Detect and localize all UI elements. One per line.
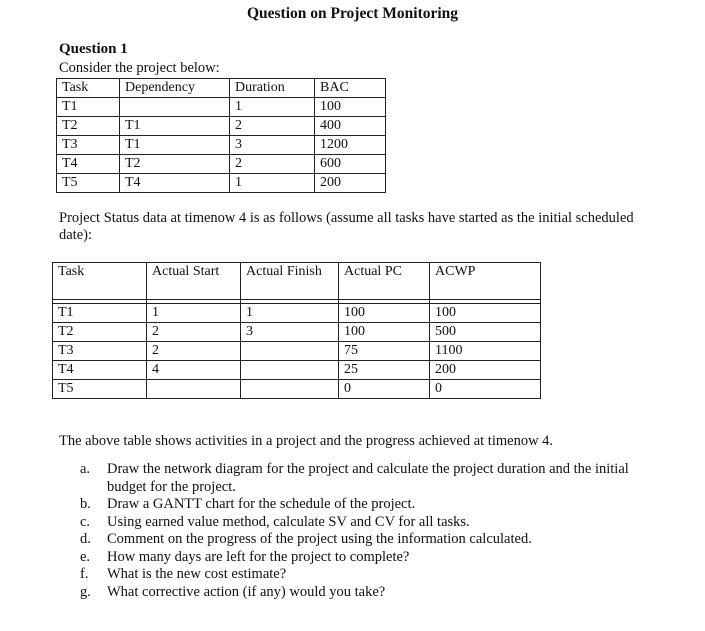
project-table-header [57,79,386,98]
list-item-text: How many days are left for the project to complete? [107,548,410,565]
table-row [57,98,386,117]
table-cell: T2 [57,117,120,136]
table-cell: 75 [339,342,430,361]
question-heading: Question 1 [59,41,128,57]
table-cell: T4 [120,174,230,193]
table-cell: 25 [339,361,430,380]
list-item [80,461,640,496]
status-intro: Project Status data at timenow 4 is as follows (assume all tasks have started as the initial scheduled date): [59,210,634,243]
list-marker: d. [80,531,91,547]
list-marker: f. [80,566,89,582]
header-cell: Actual Finish [241,263,339,300]
table-cell: 3 [230,136,315,155]
list-item-text: Draw the network diagram for the project and calculate the project duration and the initial budget for the project. [107,461,629,495]
table-cell: T2 [120,155,230,174]
list-marker: a. [80,461,91,477]
table-row [53,323,541,342]
question-intro: Consider the project below: [59,60,220,76]
table-cell: 1 [230,98,315,117]
table-cell: 1100 [430,342,541,361]
list-marker: g. [80,583,91,600]
list-item [80,584,640,602]
list-marker: b. [80,496,91,512]
table-cell: T1 [120,136,230,155]
header-cell: Actual Start [147,263,241,300]
table-cell: T2 [53,323,147,342]
list-item [80,496,640,514]
table-cell: 1 [230,174,315,193]
header-cell: ACWP [430,263,541,300]
table-cell [241,342,339,361]
table-cell: 400 [315,117,386,136]
table-cell: T1 [57,98,120,117]
status-table [52,262,541,399]
table-cell: 200 [315,174,386,193]
task-list [80,461,640,601]
table-cell: T4 [57,155,120,174]
table-row [57,155,386,174]
table-cell: 600 [315,155,386,174]
list-marker: c. [80,513,91,530]
project-table [56,78,386,193]
status-table-header [53,263,541,300]
page-title: Question on Project Monitoring [246,5,459,22]
table-cell [147,380,241,399]
header-cell: Task [53,263,147,300]
table-cell: 3 [241,323,339,342]
table-cell: 1 [147,304,241,323]
table-row [53,361,541,380]
summary-text: The above table shows activities in a project and the progress achieved at timenow 4. [59,433,554,449]
header-cell: Duration [230,79,315,98]
table-cell: 4 [147,361,241,380]
table-cell: T1 [53,304,147,323]
list-item-text: Draw a GANTT chart for the schedule of the project. [107,496,416,512]
table-cell: 1200 [315,136,386,155]
table-cell: 200 [430,361,541,380]
table-cell: 2 [147,342,241,361]
list-item-text: What is the new cost estimate? [107,566,287,582]
list-marker: e. [80,548,91,565]
table-cell: T3 [53,342,147,361]
table-cell: T1 [120,117,230,136]
table-row [57,117,386,136]
table-cell [241,380,339,399]
table-cell: T4 [53,361,147,380]
table-cell: T5 [57,174,120,193]
list-item [80,549,640,567]
table-cell: T3 [57,136,120,155]
table-cell: 100 [315,98,386,117]
header-cell: Task [57,79,120,98]
table-cell: 100 [430,304,541,323]
table-cell: 2 [147,323,241,342]
table-cell: 0 [339,380,430,399]
table-cell: 100 [339,323,430,342]
list-item-text: Using earned value method, calculate SV and CV for all tasks. [107,513,470,530]
table-row [53,342,541,361]
table-row [57,174,386,193]
table-row [53,304,541,323]
list-item-text: What corrective action (if any) would you take? [107,583,386,600]
list-item [80,514,640,532]
table-cell: T5 [53,380,147,399]
table-row [57,136,386,155]
list-item [80,531,640,549]
table-cell: 500 [430,323,541,342]
table-cell: 2 [230,155,315,174]
table-cell [120,98,230,117]
table-cell [241,361,339,380]
list-item-text: Comment on the progress of the project using the information calculated. [107,531,532,547]
table-row [53,380,541,399]
header-cell: Actual PC [339,263,430,300]
table-cell: 2 [230,117,315,136]
list-item [80,566,640,584]
table-cell: 100 [339,304,430,323]
header-cell: Dependency [120,79,230,98]
table-cell: 1 [241,304,339,323]
table-cell: 0 [430,380,541,399]
header-cell: BAC [315,79,386,98]
